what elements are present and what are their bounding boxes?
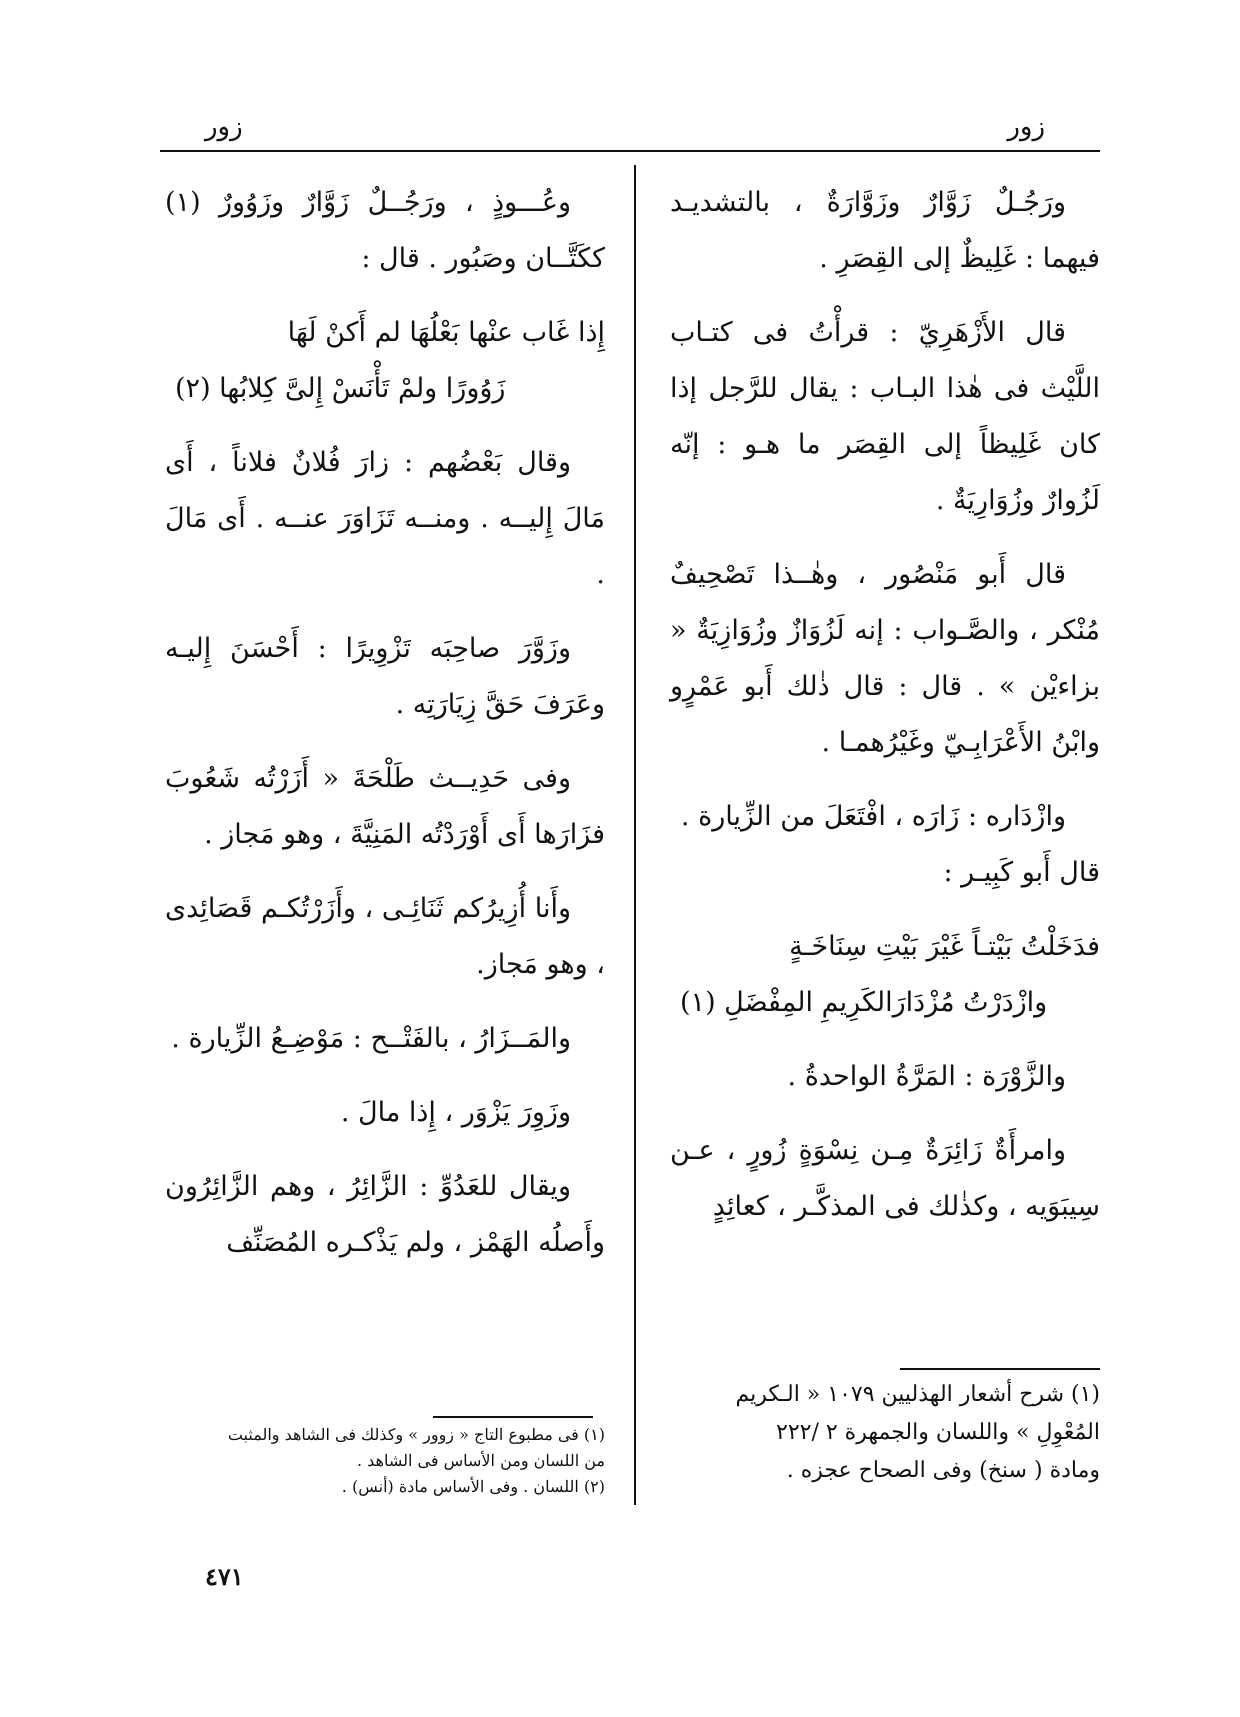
paragraph: قال أَبو مَنْصُور ، وهٰــذا تَصْحِيفٌ مُنْكر ، والصَّـواب : إنه لَزُوَازٌ وزُوَازِيَةٌ « بزاءيْن » . قال : قال ذٰلك أَبو عَمْرٍو وابْنُ الأَعْرَابِـيّ وغَيْرُهمـا . xyxy=(670,559,1100,758)
paragraph: وازْدَاره : زَارَه ، افْتَعَلَ من الزِّيارة . xyxy=(680,801,1066,832)
footnote-rule xyxy=(900,1368,1100,1370)
header-word-left: زور xyxy=(205,112,243,142)
verse-line: إِذا غَاب عنْها بَعْلُهَا لم أَكنْ لَهَا xyxy=(287,317,605,348)
page-number: ٤٧١ xyxy=(205,1562,244,1591)
header-rule xyxy=(160,150,1100,152)
footnote-line: (١) شرح أشعار الهذليين ١٠٧٩ « الـكريم xyxy=(735,1382,1100,1407)
footnote-rule xyxy=(433,1416,593,1418)
footnote-line: (١) فى مطبوع التاج « زوور » وكذلك فى الشاهد والمثبت xyxy=(227,1425,605,1444)
paragraph: وقال بَعْضُهم : زارَ فُلانٌ فلاناً ، أَى مَالَ إِليــه . ومنــه تَزَاوَرَ عنــه . أَى مَالَ . xyxy=(165,447,605,590)
paragraph: قال الأَزْهَرِيّ : قرأْتُ فى كتـاب اللَّيْث فى هٰذا البـاب : يقال للرَّجل إذا كان غَلِيظاً إلى القِصَر ما هـو : إنّه لَزُوارٌ وزُوَارِيَةٌ . xyxy=(670,317,1100,516)
footnote-line: من اللسان ومن الأساس فى الشاهد . xyxy=(356,1451,605,1470)
verse xyxy=(165,305,605,417)
verse-line: زَوُورًا ولمْ تَأْنَسْ إِلىَّ كِلابُها (٢) xyxy=(175,373,506,404)
left-column xyxy=(165,175,605,1289)
footnote-line: المُعْوِلِ » واللسان والجمهرة ٢ /٢٢٢ xyxy=(776,1420,1100,1445)
footnotes-left xyxy=(165,1422,605,1500)
footnote-line: ومادة ( سنخ) وفى الصحاح عجزه . xyxy=(786,1458,1100,1483)
paragraph: وزَوَّرَ صاحِبَه تَزْوِيرًا : أَحْسَنَ إِليـه وعَرَفَ حَقَّ زِيَارَتِه . xyxy=(165,633,605,720)
paragraph: والمَــزَارُ ، بالفَتْــح : مَوْضِـعُ الزِّيارة . xyxy=(171,1023,571,1054)
paragraph: وعُـــوذٍ ، ورَجُــلٌ زَوَّارٌ وزَوُورٌ (١) ككَتَّــان وصَبُور . قال : xyxy=(165,187,605,274)
footnotes-right xyxy=(680,1376,1100,1490)
verse-line: فدَخَلْتُ بَيْتـاً غَيْرَ بَيْتِ سِنَاخَـةٍ xyxy=(789,931,1100,962)
paragraph: وزَوِرَ يَزْوَر ، إِذا مالَ . xyxy=(340,1097,571,1128)
paragraph: والزَّوْرَة : المَرَّةُ الواحدةُ . xyxy=(787,1061,1066,1092)
column-divider xyxy=(634,165,636,1505)
paragraph: قال أَبو كَبِيـر : xyxy=(943,857,1100,888)
paragraph: وأَنا أُزِيرُكم ثَنَائِـى ، وأَزَرْتُكـم قَصَائِدى ، وهو مَجاز. xyxy=(165,893,605,980)
verse-line: وازْدَرْتُ مُزْدَارَالكَرِيمِ المِفْضَلِ (١) xyxy=(680,987,1048,1018)
paragraph: ويقال للعَدُوِّ : الزَّائِرُ ، وهم الزَّائِرُون وأَصلُه الهَمْز ، ولم يَذْكـره المُصَنِّف xyxy=(165,1171,605,1258)
paragraph: وامرأَةٌ زَائِرَةٌ مِـن نِسْوَةٍ زُورٍ ، عـن سِيبَوَيه ، وكذٰلك فى المذكَّـر ، كعائِدٍ xyxy=(670,1135,1100,1222)
paragraph: ورَجُـلٌ زَوَّارٌ وزَوَّارَةٌ ، بالتشديـد فيهما : غَلِيظٌ إلى القِصَرِ . xyxy=(670,187,1100,274)
footnote-line: (٢) اللسان . وفى الأساس مادة (أنس) . xyxy=(341,1477,605,1496)
right-column xyxy=(670,175,1100,1253)
header-word-right: زور xyxy=(1007,112,1045,142)
paragraph: وفى حَدِيــث طَلْحَةَ « أَزَرْتُه شَعُوبَ فزَارَها أَى أَوْرَدْتُه المَنِيَّةَ ، وهو مَجاز . xyxy=(165,763,605,850)
verse xyxy=(670,919,1100,1031)
